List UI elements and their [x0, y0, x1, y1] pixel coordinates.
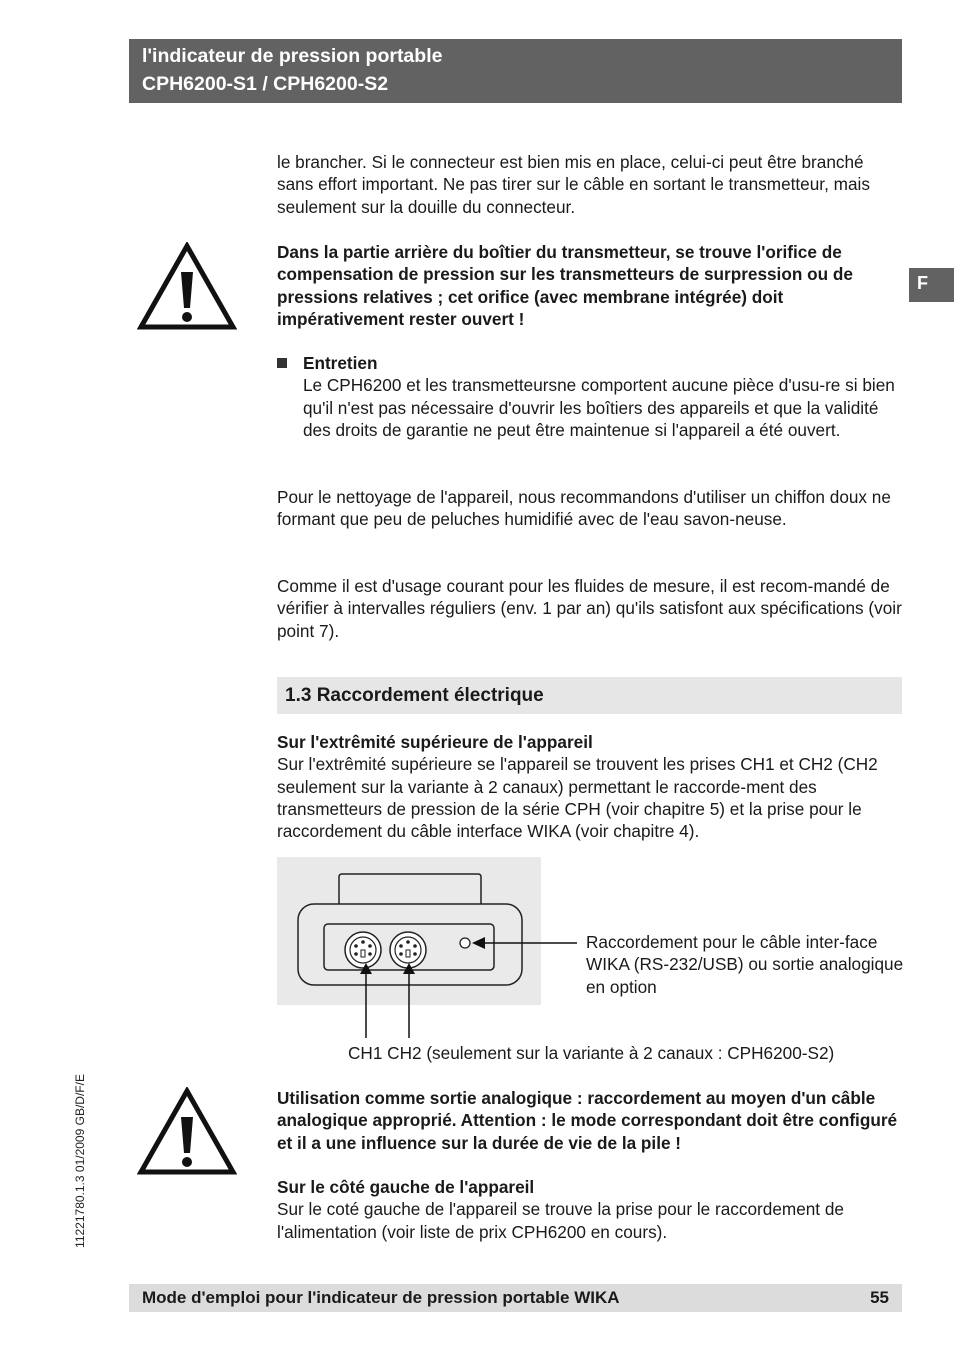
check-paragraph: [277, 575, 903, 642]
document-code: 11221780.1.3 01/2009 GB/D/F/E: [73, 1074, 87, 1248]
top-connection-text: Sur l'extrêmité supérieure se l'appareil se trouvent les prises CH1 et CH2 (CH2 seulement sur la variante à 2 canaux) permettant le raccorde-ment des transmetteurs de pression de la série CPH (voir chapitre 5) et la prise pour le raccordement du câble interface WIKA (voir chapitre 4).: [277, 754, 878, 842]
maintenance-block: [277, 352, 903, 441]
warning-analog-text: [277, 1087, 903, 1154]
left-connection-text: Sur le coté gauche de l'appareil se trouve la prise pour le raccordement de l'alimentation (voir liste de prix CPH6200 en cours).: [277, 1199, 844, 1242]
device-top-outline: [339, 874, 481, 904]
connector-diagram: [277, 857, 587, 1042]
footer-title: Mode d'emploi pour l'indicateur de pression portable WIKA: [142, 1288, 620, 1307]
section-heading: 1.3 Raccordement électrique: [277, 677, 902, 714]
maintenance-text: Le CPH6200 et les transmetteursne comportent aucune pièce d'usu-re si bien qu'il n'est pas nécessaire d'ouvrir les boîtiers des appareils et que la validité des droits de garantie ne peut être maintenue si l'appareil a été ouvert.: [303, 375, 895, 440]
page-number: 55: [870, 1288, 889, 1307]
warning-icon: [137, 1087, 237, 1175]
interface-socket-icon: [460, 938, 470, 948]
bullet-square-icon: [277, 358, 287, 368]
intro-paragraph: [277, 151, 903, 218]
warning-pressure-text: [277, 241, 903, 330]
ch1-socket-icon: [345, 932, 381, 968]
left-connection-title: Sur le côté gauche de l'appareil: [277, 1177, 535, 1197]
language-tab: F: [909, 268, 954, 302]
header-title-line2: CPH6200-S1 / CPH6200-S2: [142, 73, 389, 95]
channel-label: CH1 CH2 (seulement sur la variante à 2 canaux : CPH6200-S2): [348, 1043, 835, 1063]
interface-label: Raccordement pour le câble inter-face WIKA (RS-232/USB) ou sortie analogique en option: [586, 932, 904, 997]
intro-text: le brancher. Si le connecteur est bien mis en place, celui-ci peut être branché sans effort important. Ne pas tirer sur le câble en sortant le transmetteur, mais seulement sur la douille du connecteur.: [277, 152, 870, 217]
top-connection-block: [277, 731, 903, 842]
left-connection-block: [277, 1176, 903, 1243]
warning-icon: [137, 242, 237, 330]
warning2-text: Utilisation comme sortie analogique : raccordement au moyen d'un câble analogique approprié. Attention : le mode correspondant doit être configuré et il a une influence sur la durée de vie de la pile !: [277, 1088, 898, 1153]
page-header: [129, 39, 902, 103]
ch2-socket-icon: [390, 932, 426, 968]
maintenance-title: Entretien: [303, 353, 378, 373]
cleaning-text: Pour le nettoyage de l'appareil, nous recommandons d'utiliser un chiffon doux ne formant que peu de peluches humidifié avec de l'eau savon-neuse.: [277, 487, 891, 530]
top-connection-title: Sur l'extrêmité supérieure de l'appareil: [277, 732, 593, 752]
check-text: Comme il est d'usage courant pour les fluides de mesure, il est recom-mandé de vérifier à intervalles réguliers (env. 1 par an) qu'ils satisfont aux spécifications (voir point 7).: [277, 576, 902, 641]
cleaning-paragraph: [277, 486, 903, 531]
warning1-text: Dans la partie arrière du boîtier du transmetteur, se trouve l'orifice de compensation de pression sur les transmetteurs de surpression ou de pressions relatives ; cet orifice (avec membrane intégrée) doit impérativement rester ouvert !: [277, 242, 853, 329]
header-title-line1: l'indicateur de pression portable: [142, 45, 443, 67]
page-footer: [129, 1284, 902, 1312]
